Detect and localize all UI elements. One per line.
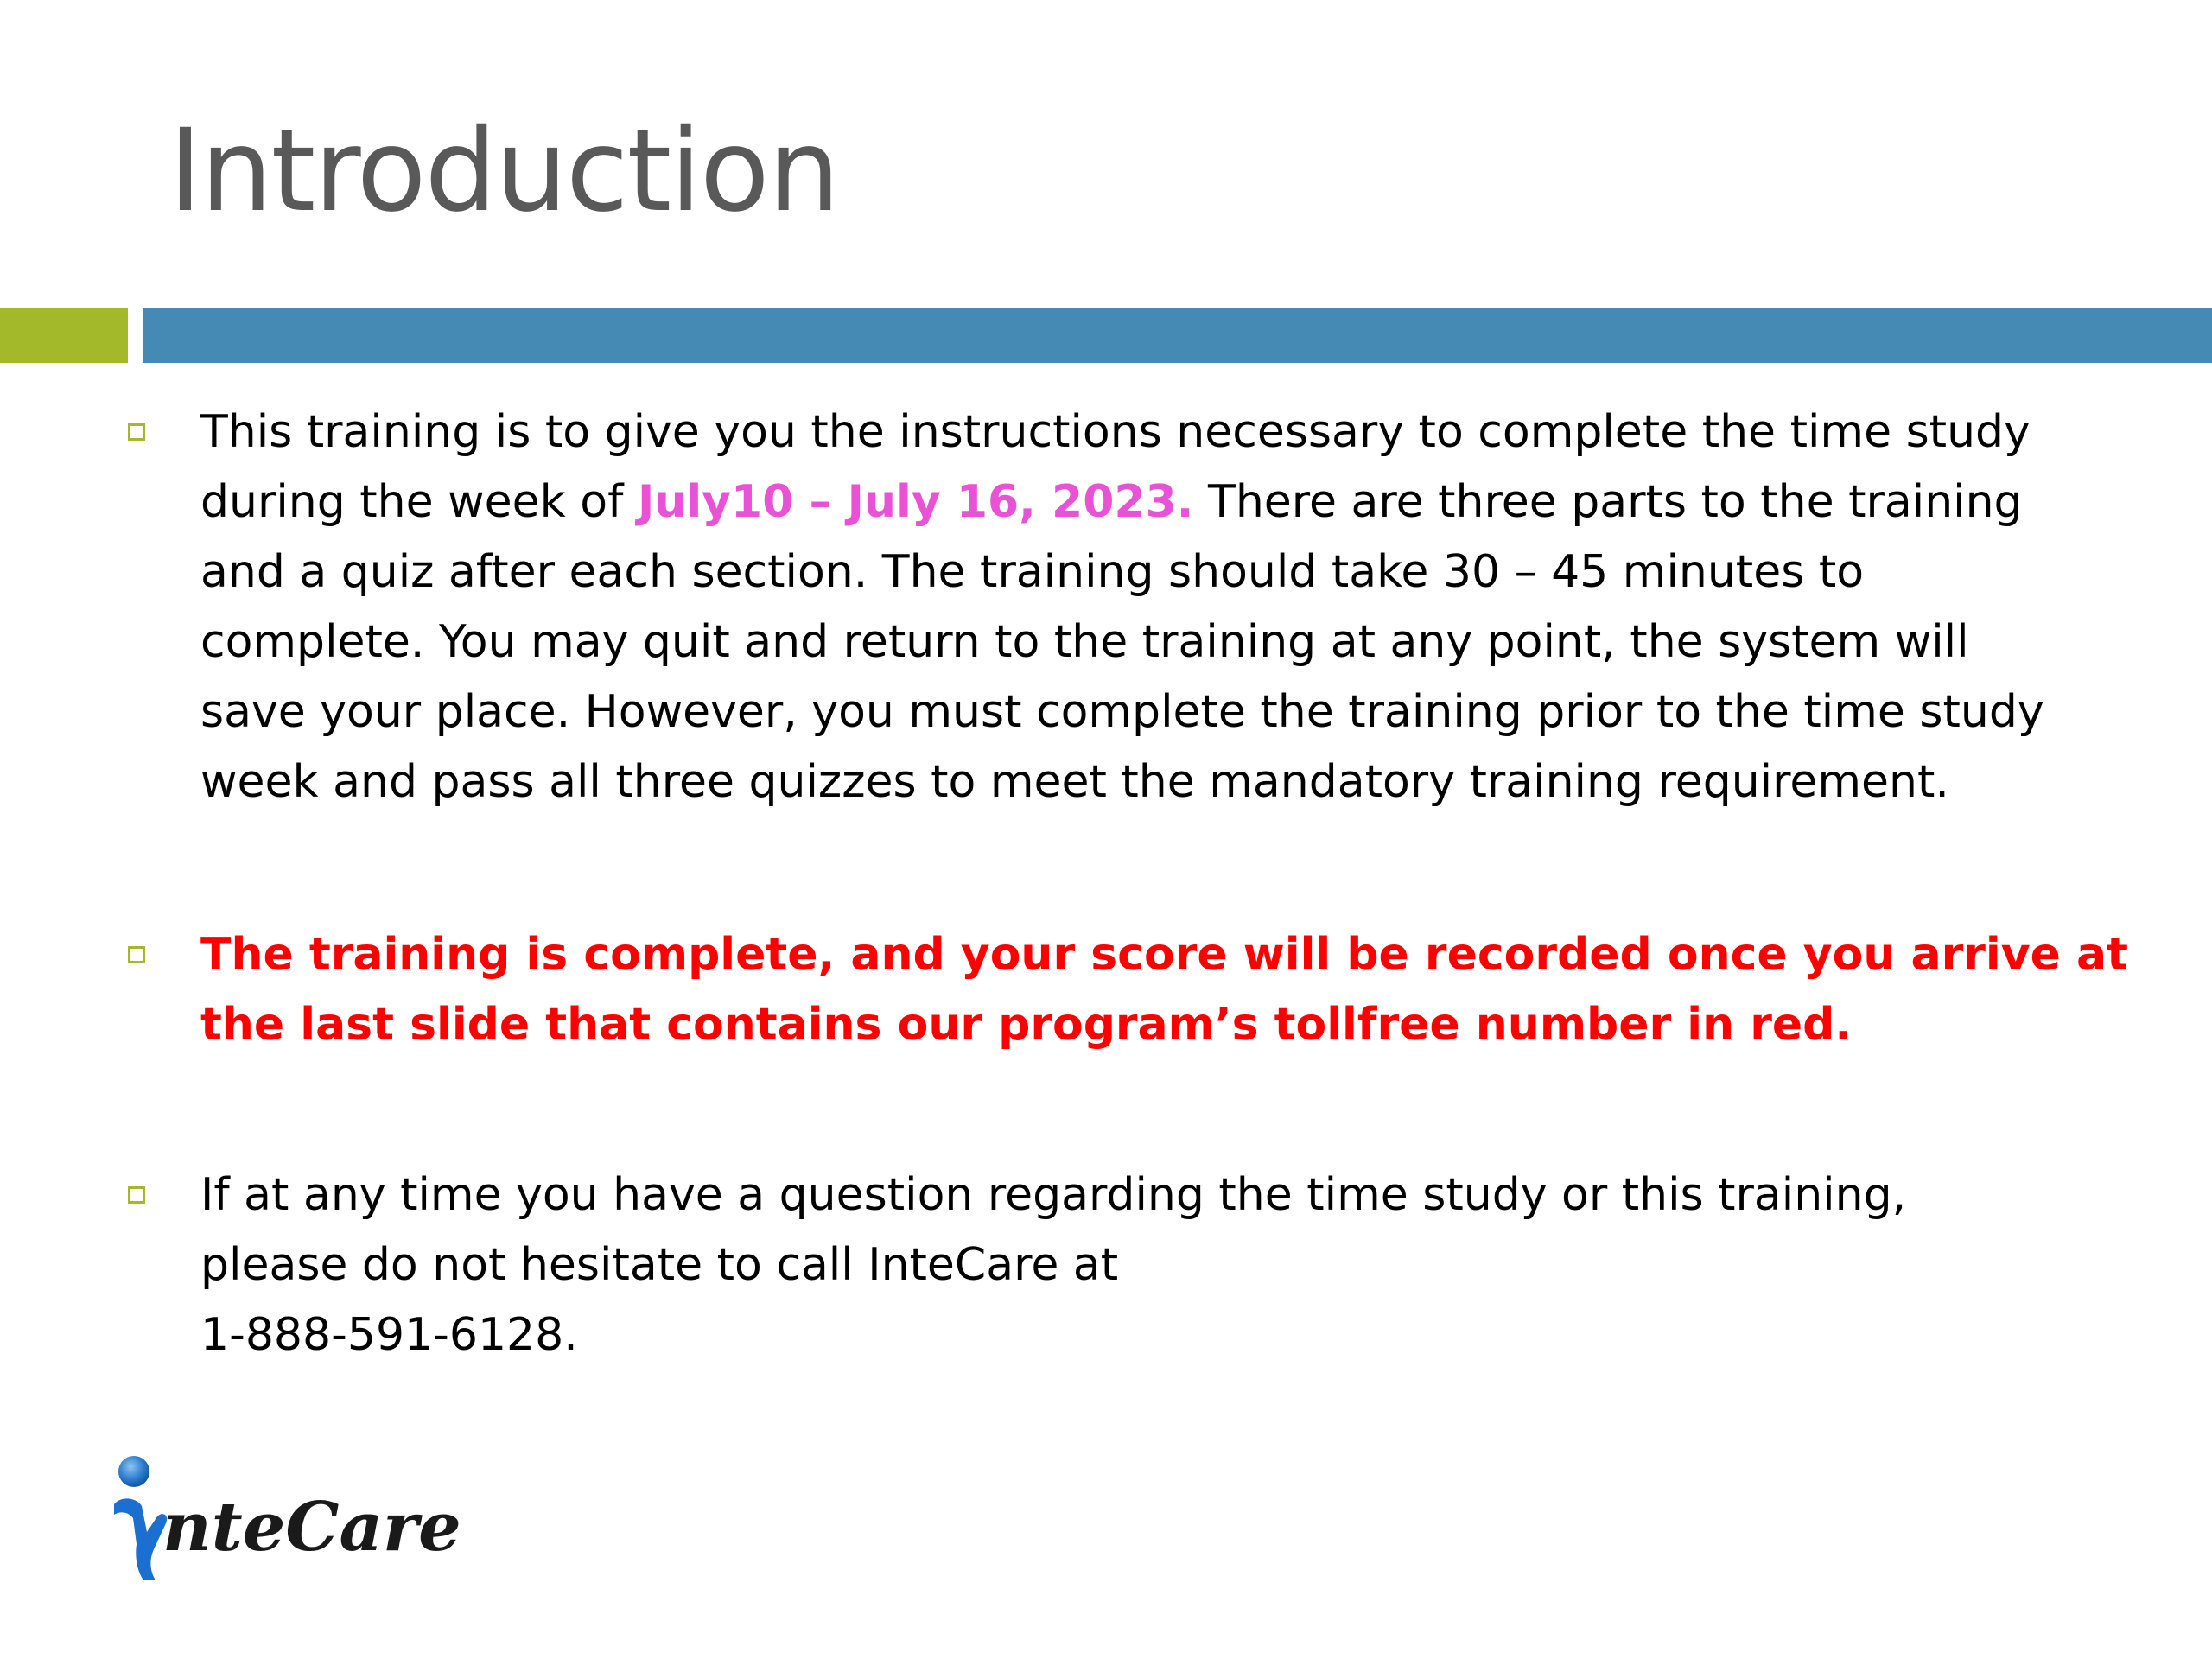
bullet-line: This training is to give you the instructions necessary to complete the time study [200,406,2031,458]
slide-title: Introduction [168,105,839,238]
bullet-line: please do not hesitate to call InteCare at [200,1239,1119,1291]
study-week-dates: July10 – July 16, 2023. [637,476,1194,528]
accent-bar-green [0,308,128,363]
bullet-line-segment: during the week of [200,476,638,528]
bullet-line: If at any time you have a question regarding the time study or this training, [200,1169,1907,1221]
bullet-line: The training is complete, and your score will be recorded once you arrive at [200,929,2128,981]
square-bullet-icon [128,423,145,441]
phone-number: 1-888-591-6128. [200,1309,578,1361]
bullet-line: and a quiz after each section. The training should take 30 – 45 minutes to [200,546,1865,598]
bullet-line: save your place. However, you must complete the training prior to the time study [200,686,2044,738]
bullet-line [200,467,2101,537]
logo-wordmark: nteCare [162,1488,461,1567]
bullet-line-segment: There are three parts to the training [1193,476,2023,528]
intecare-logo [112,1454,461,1584]
bullet-line: the last slide that contains our program’s tollfree number in red. [200,999,1853,1051]
bullet-text [200,397,2101,817]
bullet-text [200,1160,2101,1370]
square-bullet-icon [128,1186,145,1204]
bullet-line: complete. You may quit and return to the training at any point, the system will [200,616,1969,668]
square-bullet-icon [128,946,145,963]
bullet-text [200,920,2128,1060]
bullet-line: week and pass all three quizzes to meet the mandatory training requirement. [200,756,1949,808]
accent-bar-blue [143,308,2212,363]
